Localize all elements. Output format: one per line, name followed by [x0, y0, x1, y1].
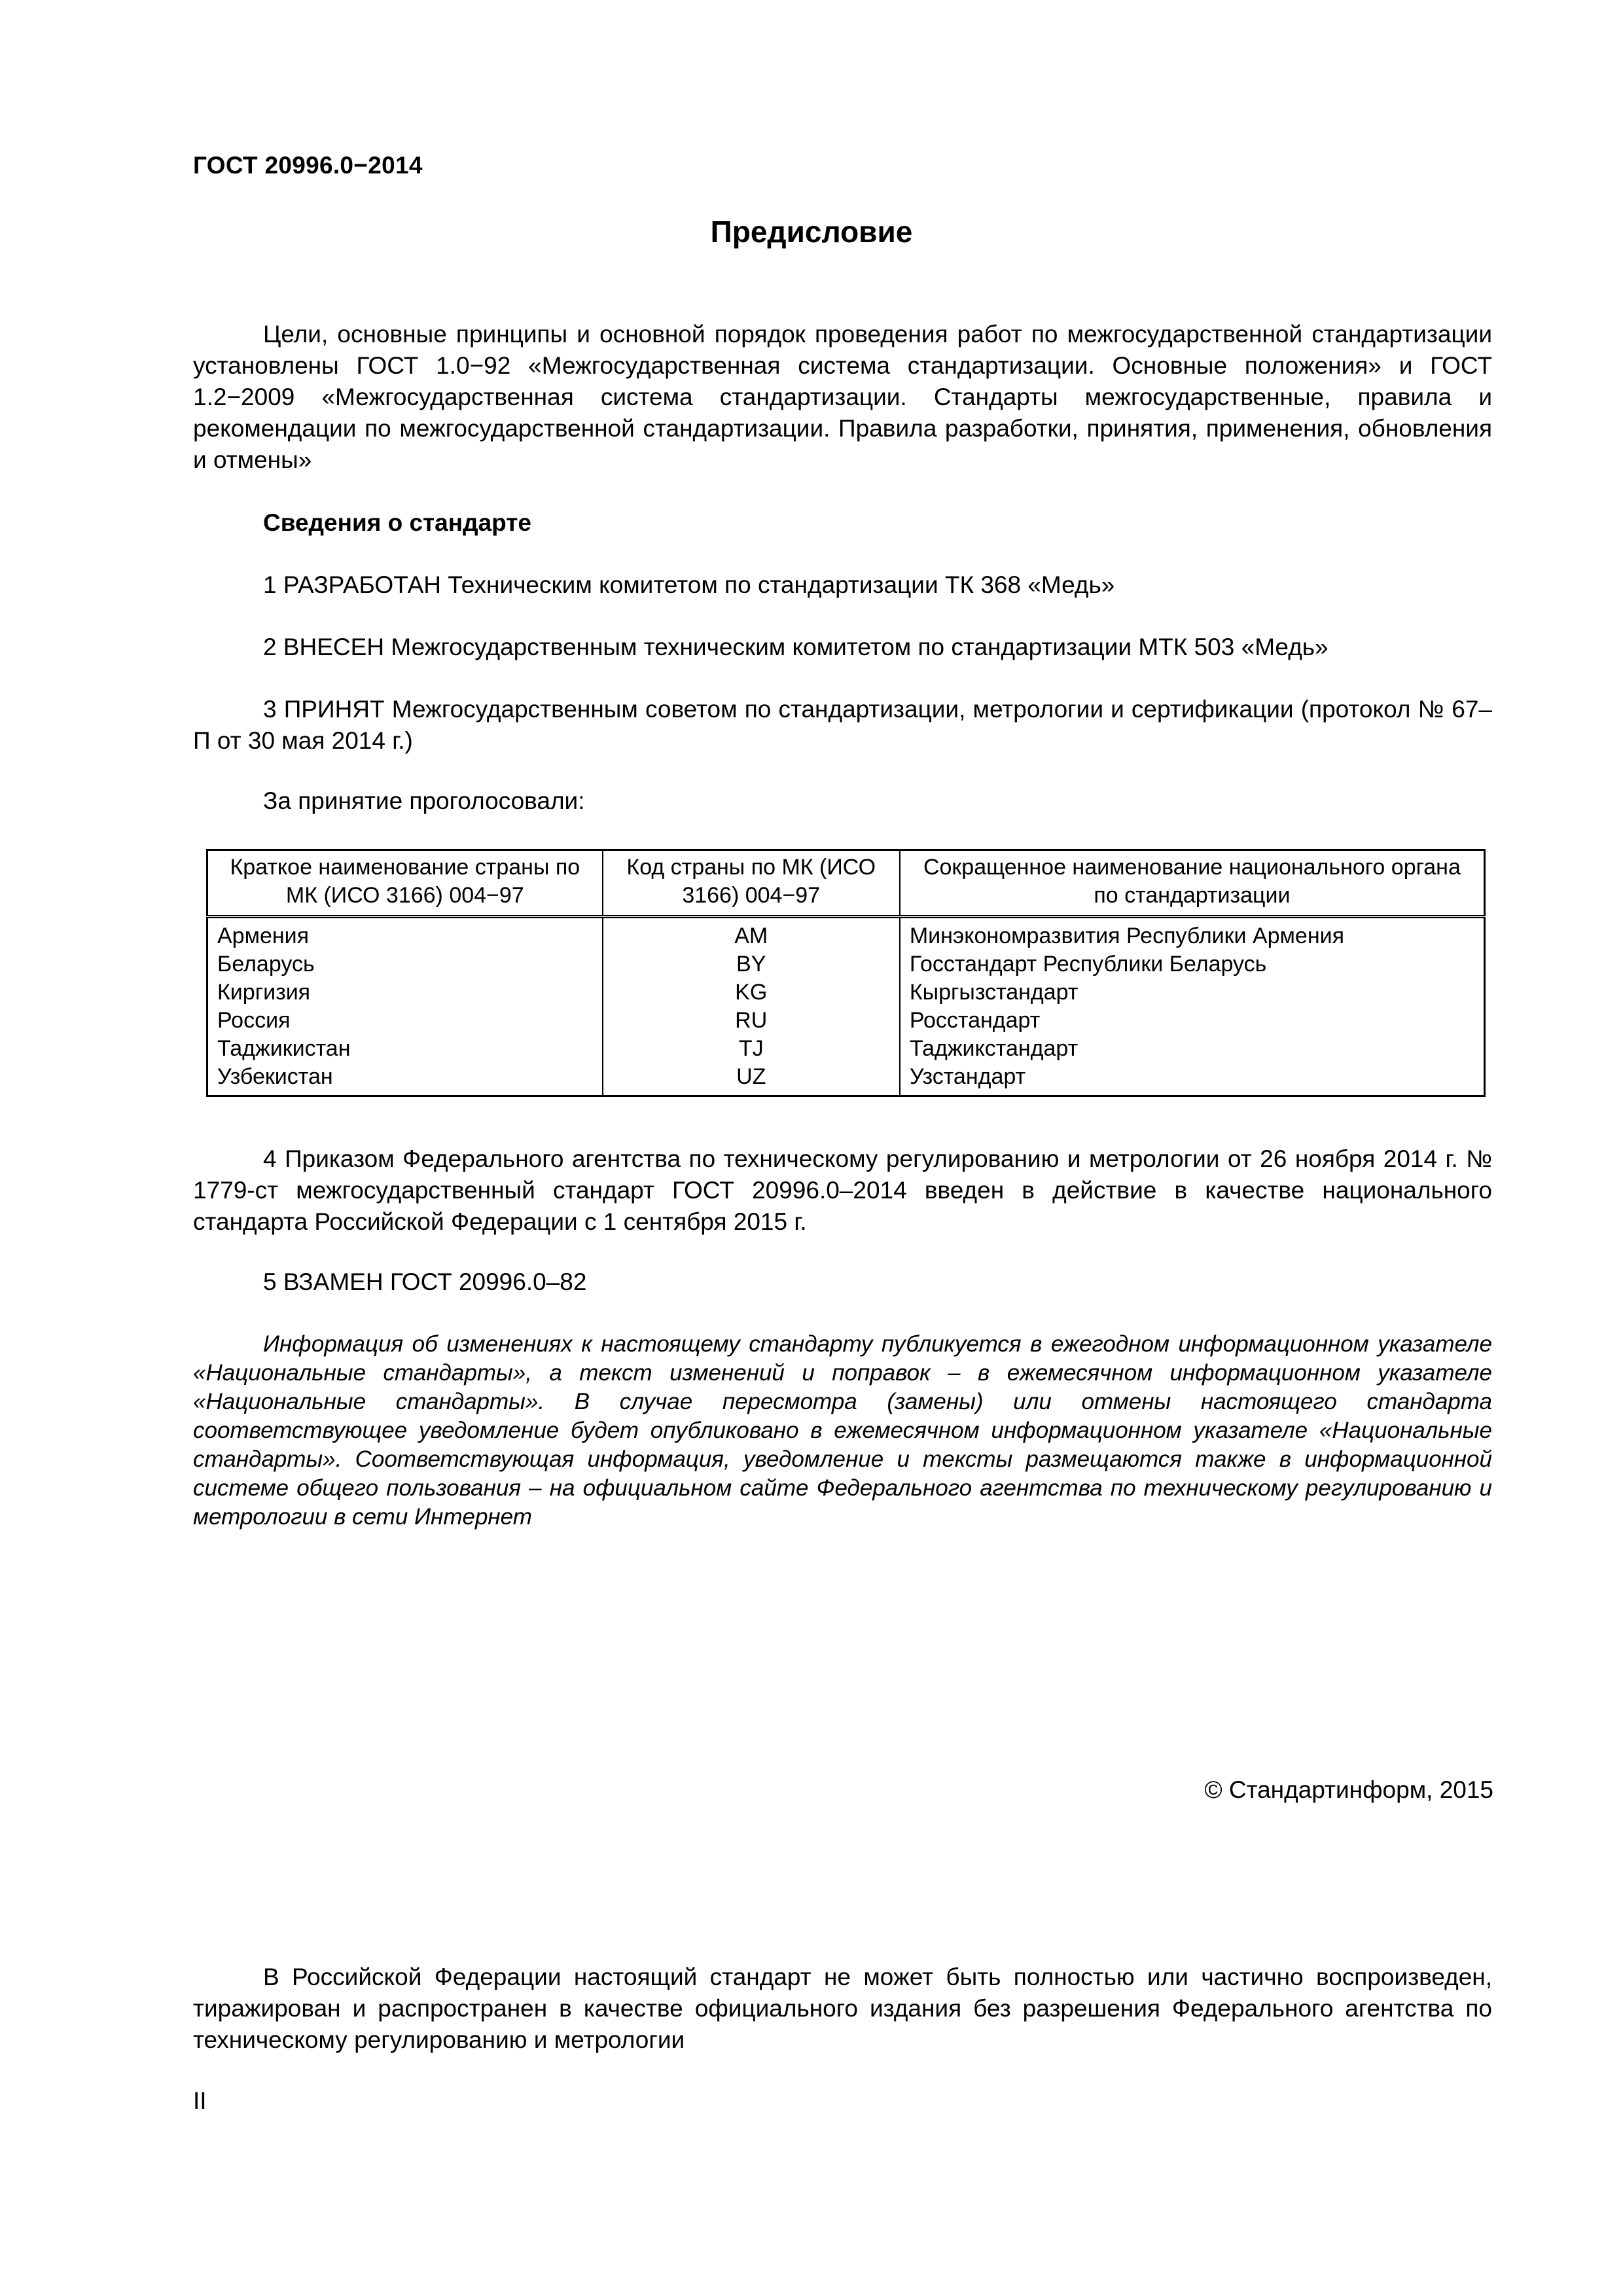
item-2-introduced: 2 ВНЕСЕН Межгосударственным техническим комитетом по стандартизации МТК 503 «Медь»: [263, 634, 1329, 660]
item-4-block: [193, 1143, 1492, 1238]
notice-block: [193, 1330, 1492, 1532]
item-1-block: [193, 569, 1492, 601]
country-code: UZ: [603, 1063, 900, 1096]
changes-notice: Информация об изменениях к настоящему стандарту публикуется в ежегодном информационном указателе «Национальные стандарты», а текст изменений и поправок – в ежемесячном информационном указателе «Национальные стандарты». В случае пересмотра (замены) или отмены настоящего стандарта соответствующее уведомление будет опубликовано в ежемесячном информационном указателе «Национальные стандарты». Соответствующая информация, уведомление и тексты размещаются также в информационной системе общего пользования – на официальном сайте Федерального агентства по техническому регулированию и метрологии в сети Интернет: [193, 1331, 1492, 1530]
standard-info-heading: Сведения о стандарте: [263, 509, 531, 536]
country-name: Киргизия: [207, 978, 603, 1007]
item-5-block: [193, 1266, 1492, 1298]
vote-label: За принятие проголосовали:: [263, 787, 585, 814]
page-number: II: [193, 2087, 207, 2114]
item-5-replaces: 5 ВЗАМЕН ГОСТ 20996.0–82: [263, 1268, 587, 1295]
country-code: KG: [603, 978, 900, 1007]
country-name: Беларусь: [207, 950, 603, 978]
table-row: [207, 1007, 1485, 1035]
country-code: AM: [603, 917, 900, 951]
country-name: Армения: [207, 917, 603, 951]
table-row: [207, 917, 1485, 951]
country-name: Россия: [207, 1007, 603, 1035]
table-row: [207, 978, 1485, 1007]
item-3-block: [193, 694, 1492, 757]
table-row: [207, 950, 1485, 978]
table-row: [207, 1035, 1485, 1063]
column-header-body: Сокращенное наименование национального органа по стандартизации: [900, 850, 1485, 917]
table-header-row: [207, 850, 1485, 917]
country-code: BY: [603, 950, 900, 978]
standards-body: Минэкономразвития Республики Армения: [900, 917, 1485, 951]
standards-body: Узстандарт: [900, 1063, 1485, 1096]
item-3-adopted: 3 ПРИНЯТ Межгосударственным советом по стандартизации, метрологии и сертификации (протокол № 67–П от 30 мая 2014 г.): [193, 696, 1492, 754]
reproduction-restriction: В Российской Федерации настоящий стандарт не может быть полностью или частично воспроизведен, тиражирован и распространен в качестве официального издания без разрешения Федерального агентства по техническому регулированию и метрологии: [193, 1964, 1492, 2053]
copyright-line: © Стандартинформ, 2015: [1204, 1776, 1493, 1803]
country-name: Узбекистан: [207, 1063, 603, 1096]
restriction-block: [193, 1962, 1492, 2056]
intro-paragraph: Цели, основные принципы и основной порядок проведения работ по межгосударственной стандартизации установлены ГОСТ 1.0−92 «Межгосударственная система стандартизации. Основные положения» и ГОСТ 1.2−2009 «Межгосударственная система стандартизации. Стандарты межгосударственные, правила и рекомендации по межгосударственной стандартизации. Правила разработки, принятия, применения, обновления и отмены»: [193, 321, 1492, 473]
intro-block: [193, 319, 1492, 476]
standards-body: Таджикстандарт: [900, 1035, 1485, 1063]
table-row: [207, 1063, 1485, 1096]
country-code: RU: [603, 1007, 900, 1035]
standards-body: Росстандарт: [900, 1007, 1485, 1035]
column-header-code: Код страны по МК (ИСО 3166) 004−97: [603, 850, 900, 917]
document-code-header: ГОСТ 20996.0−2014: [193, 152, 423, 179]
standards-body: Кыргызстандарт: [900, 978, 1485, 1007]
item-4-order: 4 Приказом Федерального агентства по техническому регулированию и метрологии от 26 ноября 2014 г. № 1779-ст межгосударственный стандарт ГОСТ 20996.0–2014 введен в действие в качестве национального стандарта Российской Федерации с 1 сентября 2015 г.: [193, 1145, 1492, 1235]
column-header-country: Краткое наименование страны по МК (ИСО 3166) 004−97: [207, 850, 603, 917]
standards-body: Госстандарт Республики Беларусь: [900, 950, 1485, 978]
item-2-block: [193, 632, 1492, 663]
country-name: Таджикистан: [207, 1035, 603, 1063]
voting-countries-table: [206, 849, 1486, 1097]
item-1-developed: 1 РАЗРАБОТАН Техническим комитетом по стандартизации ТК 368 «Медь»: [263, 571, 1115, 598]
info-heading-block: [193, 507, 1492, 539]
country-code: TJ: [603, 1035, 900, 1063]
page-title: Предисловие: [710, 215, 913, 249]
